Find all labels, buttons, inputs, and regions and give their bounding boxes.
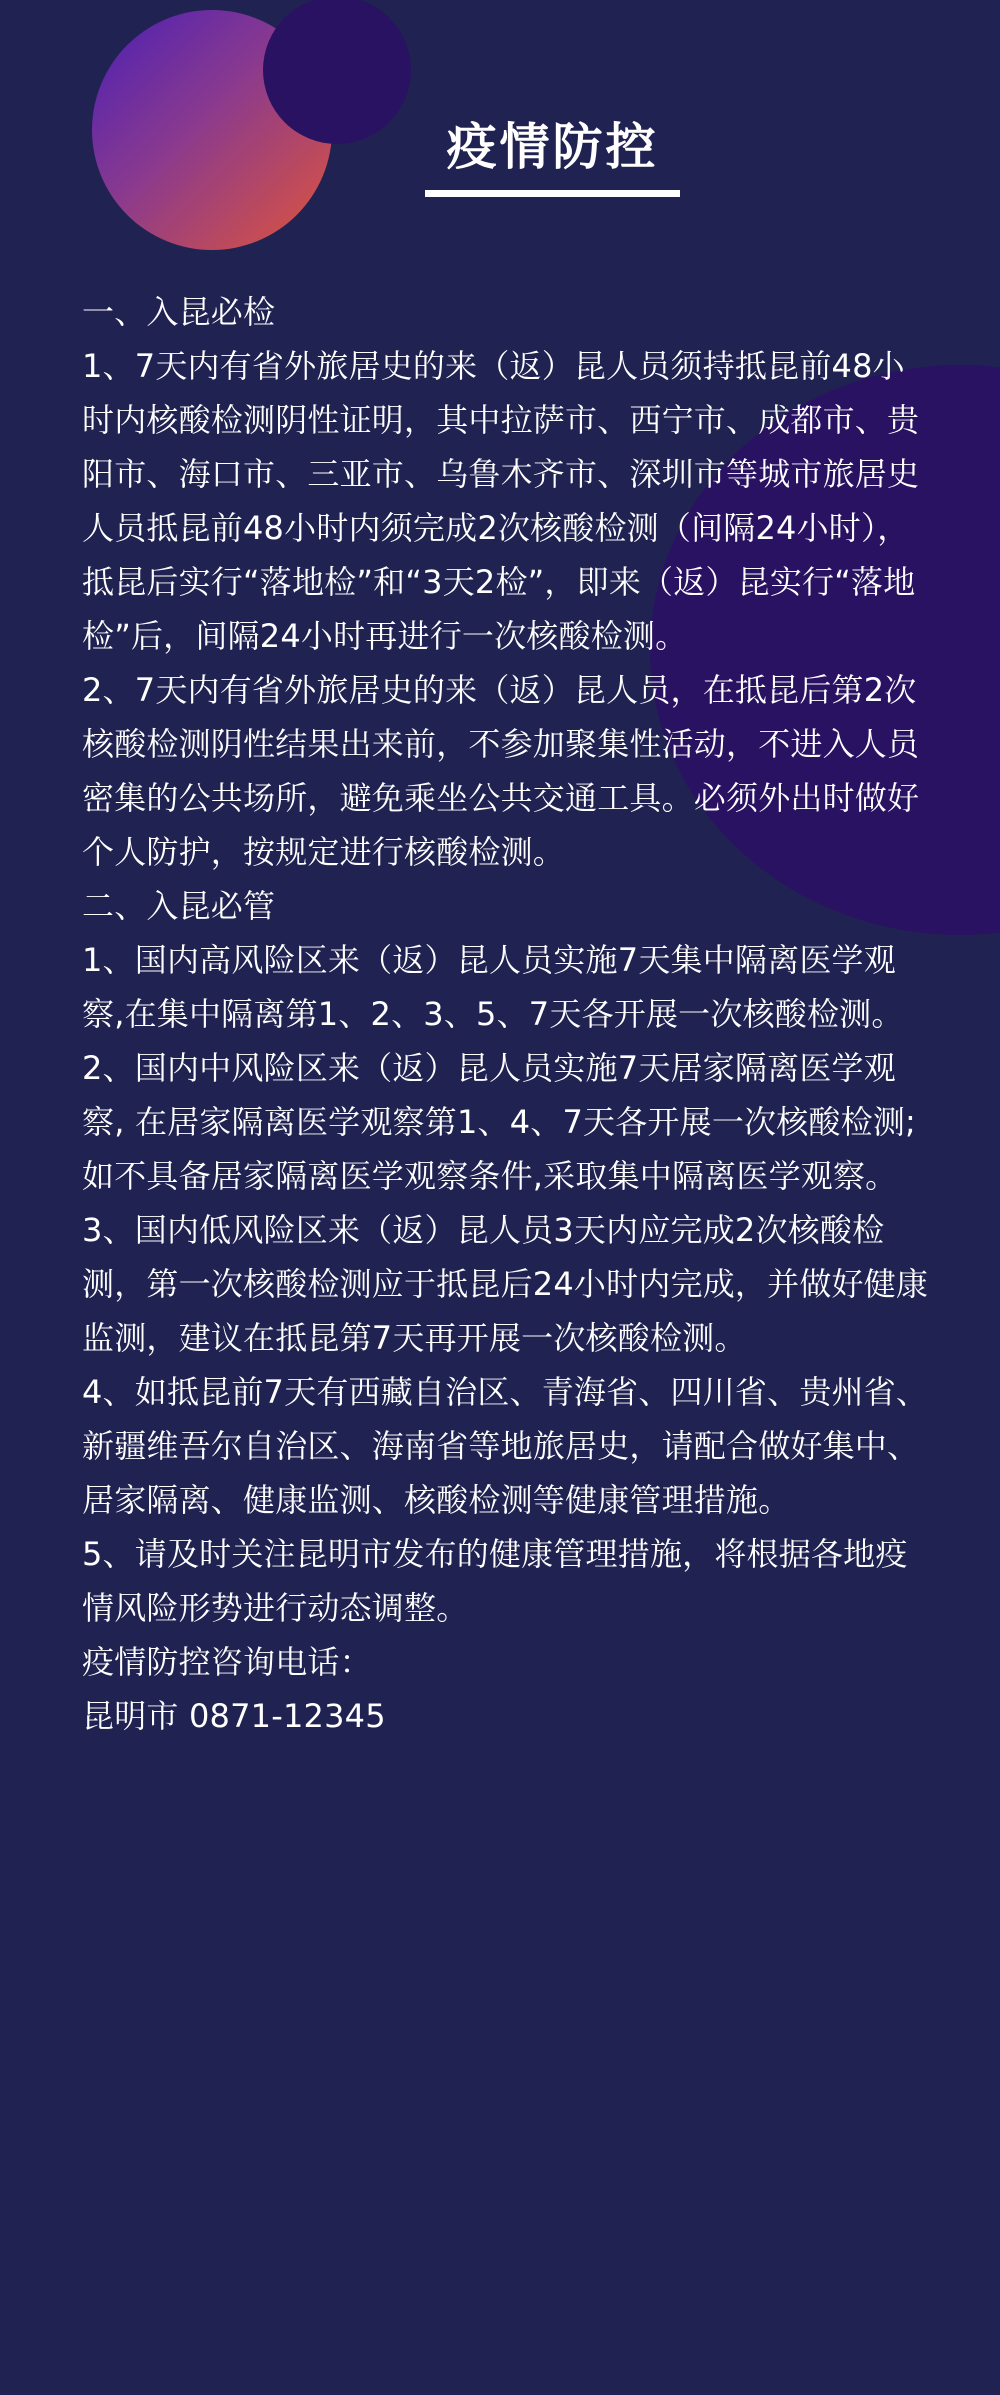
title-block [425,112,680,197]
paragraph: 1、7天内有省外旅居史的来（返）昆人员须持抵昆前48小时内核酸检测阴性证明，其中拉萨市、西宁市、成都市、贵阳市、海口市、三亚市、乌鲁木齐市、深圳市等城市旅居史人员抵昆前48小时内须完成2次核酸检测（间隔24小时），抵昆后实行“落地检”和“3天2检”，即来（返）昆实行“落地检”后，间隔24小时再进行一次核酸检测。 [82,347,920,655]
contact-label: 疫情防控咨询电话： [82,1643,372,1681]
paragraph: 1、国内高风险区来（返）昆人员实施7天集中隔离医学观察,在集中隔离第1、2、3、5、7天各开展一次核酸检测。 [82,941,904,1033]
title-underline [425,190,680,197]
paragraph: 2、国内中风险区来（返）昆人员实施7天居家隔离医学观察, 在居家隔离医学观察第1、4、7天各开展一次核酸检测;如不具备居家隔离医学观察条件,采取集中隔离医学观察。 [82,1049,917,1195]
paragraph: 2、7天内有省外旅居史的来（返）昆人员，在抵昆后第2次核酸检测阴性结果出来前，不参加聚集性活动，不进入人员密集的公共场所，避免乘坐公共交通工具。必须外出时做好个人防护，按规定进行核酸检测。 [82,671,920,871]
contact-phone[interactable]: 昆明市 0871-12345 [82,1697,386,1735]
section-heading: 一、入昆必检 [82,293,276,331]
paragraph: 3、国内低风险区来（返）昆人员3天内应完成2次核酸检测，第一次核酸检测应于抵昆后24小时内完成，并做好健康监测，建议在抵昆第7天再开展一次核酸检测。 [82,1211,929,1357]
content-body [82,285,937,1743]
decorative-dark-circle [263,0,411,144]
paragraph: 5、请及时关注昆明市发布的健康管理措施，将根据各地疫情风险形势进行动态调整。 [82,1535,908,1627]
page-title: 疫情防控 [446,118,659,176]
paragraph: 4、如抵昆前7天有西藏自治区、青海省、四川省、贵州省、新疆维吾尔自治区、海南省等地旅居史，请配合做好集中、居家隔离、健康监测、核酸检测等健康管理措施。 [82,1373,929,1519]
section-heading: 二、入昆必管 [82,887,276,925]
